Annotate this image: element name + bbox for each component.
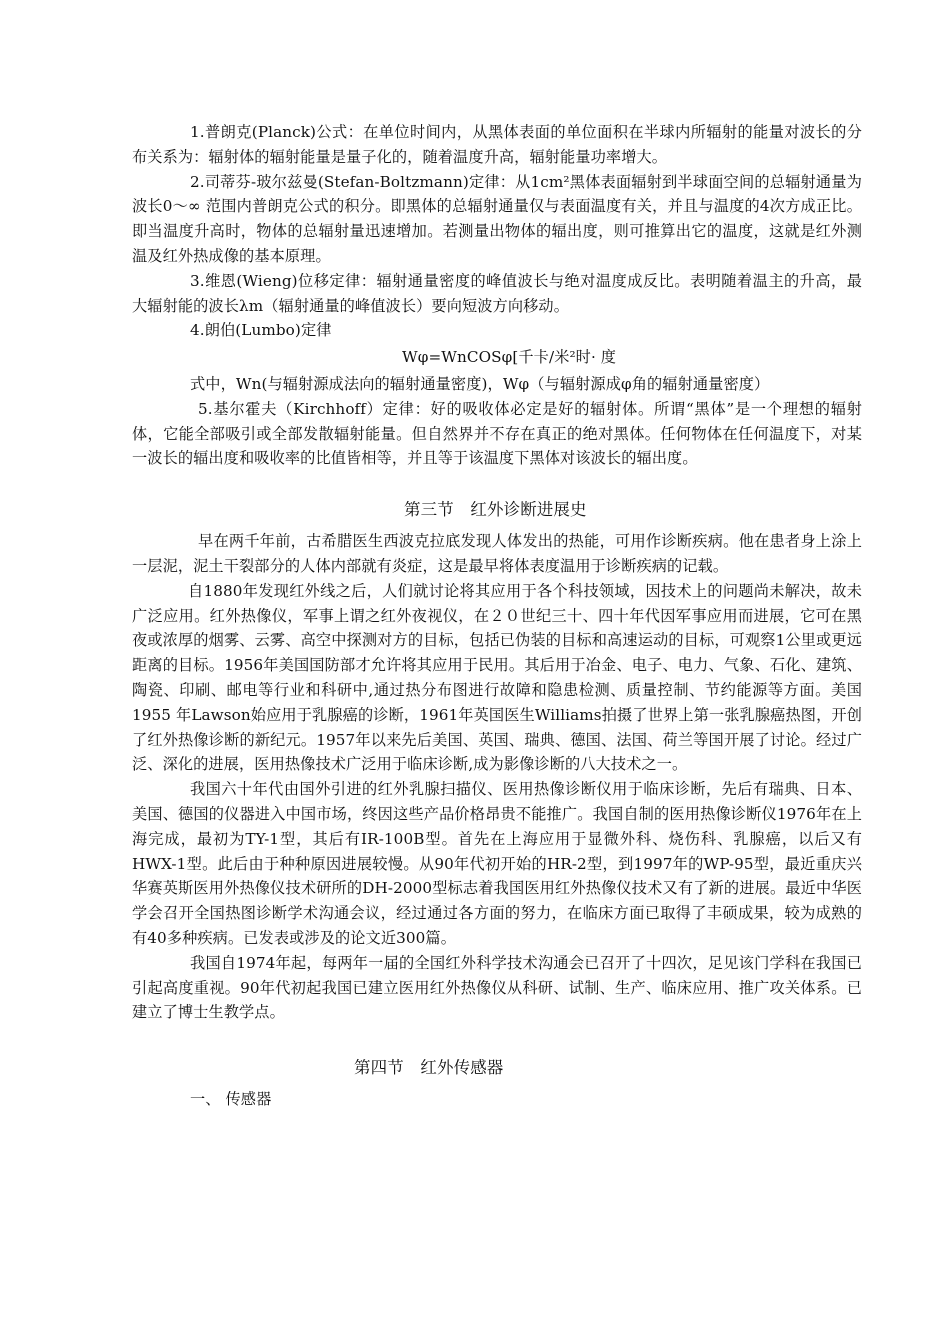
section-3-paragraph: 自1880年发现红外线之后，人们就讨论将其应用于各个科技领域，因技术上的问题尚未解决，故未广泛应用。红外热像仪，军事上谓之红外夜视仪，在２０世纪三十、四十年代因军事应用而进展，它可在黑夜或浓厚的烟雾、云雾、高空中探测对方的目标，包括已伪装的目标和高速运动的目标，可观察1公里或更远距离的目标。1956年美国国防部才允许将其应用于民用。其后用于冶金、电子、电力、气象、石化、建筑、陶瓷、印刷、邮电等行业和科研中,通过热分布图进行故障和隐患检测、质量控制、节约能源等方面。美国1955 年Lawson始应用于乳腺癌的诊断，1961年英国医生Williams拍摄了世界上第一张乳腺癌热图，开创了红外热像诊断的新纪元。1957年以来先后美国、英国、瑞典、德国、法国、荷兰等国开展了讨论。经过广泛、深化的进展，医用热像技术广泛用于临床诊断,成为影像诊断的八大技术之一。 [132,581,862,774]
section-4-title: 第四节 红外传感器 [354,1058,504,1078]
document-body [132,120,862,1112]
lambert-law-heading: 4.朗伯(Lumbo)定律 [190,321,332,340]
section-3-paragraph: 我国六十年代由国外引进的红外乳腺扫描仪、医用热像诊断仪用于临床诊断，先后有瑞典、日本、美国、德国的仪器进入中国市场，终因这些产品价格昂贵不能推广。我国自制的医用热像诊断仪1976年在上海完成，最初为TY-1型，其后有IR-100B型。首先在上海应用于显微外科、烧伤科、乳腺癌，以后又有HWX-1型。此后由于种种原因进展较慢。从90年代初开始的HR-2型，到1997年的WP-95型，最近重庆兴华赛英斯医用外热像仪技术研所的DH-2000型标志着我国医用红外热像仪技术又有了新的进展。最近中华医学会召开全国热图诊断学术沟通会议，经过通过各方面的努力，在临床方面已取得了丰硕成果，较为成熟的有40多种疾病。已发表或涉及的论文近300篇。 [132,780,862,947]
planck-law-paragraph: 1.普朗克(Planck)公式：在单位时间内，从黑体表面的单位面积在半球内所辐射的能量对波长的分布关系为：辐射体的辐射能量是量子化的，随着温度升高，辐射能量功率增大。 [132,123,862,166]
stefan-boltzmann-law-paragraph: 2.司蒂芬-玻尔兹曼(Stefan-Boltzmann)定律：从1cm²黑体表面辐射到半球面空间的总辐射通量为波长0～∞ 范围内普朗克公式的积分。即黑体的总辐射通量仅与表面温度有关，并且与温度的4次方成正比。即当温度升高时，物体的总辐射量迅速增加。若测量出物体的辐出度，则可推算出它的温度，这就是红外测温及红外热成像的基本原理。 [132,172,862,265]
section-4-subheading: 一、 传感器 [190,1090,272,1109]
section-3-paragraph: 我国自1974年起，每两年一届的全国红外科学技术沟通会已召开了十四次，足见该门学科在我国已引起高度重视。90年代初起我国已建立医用红外热像仪从科研、试制、生产、临床应用、推广攻关体系。已建立了博士生教学点。 [132,953,862,1022]
lambert-formula: Wφ=WnCOSφ[千卡/米²时· 度 [402,348,617,367]
formula-explanation: 式中，Wn(与辐射源成法向的辐射通量密度)，Wφ（与辐射源成φ角的辐射通量密度） [190,374,770,393]
wien-law-paragraph: 3.维恩(Wieng)位移定律：辐射通量密度的峰值波长与绝对温度成反比。表明随着温主的升高，最大辐射能的波长λm（辐射通量的峰值波长）要向短波方向移动。 [132,271,862,315]
kirchhoff-law-paragraph: 5.基尔霍夫（Kirchhoff）定律：好的吸收体必定是好的辐射体。所谓“黑体”是一个理想的辐射体，它能全部吸引或全部发散辐射能量。但自然界并不存在真正的绝对黑体。任何物体在任何温度下，对某一波长的辐出度和吸收率的比值皆相等，并且等于该温度下黑体对该波长的辐出度。 [132,399,862,468]
section-3-title: 第三节 红外诊断进展史 [404,500,587,520]
section-3-paragraph: 早在两千年前，古希腊医生西波克拉底发现人体发出的热能，可用作诊断疾病。他在患者身上涂上一层泥，泥土干裂部分的人体内部就有炎症，这是最早将体表度温用于诊断疾病的记载。 [132,532,862,575]
